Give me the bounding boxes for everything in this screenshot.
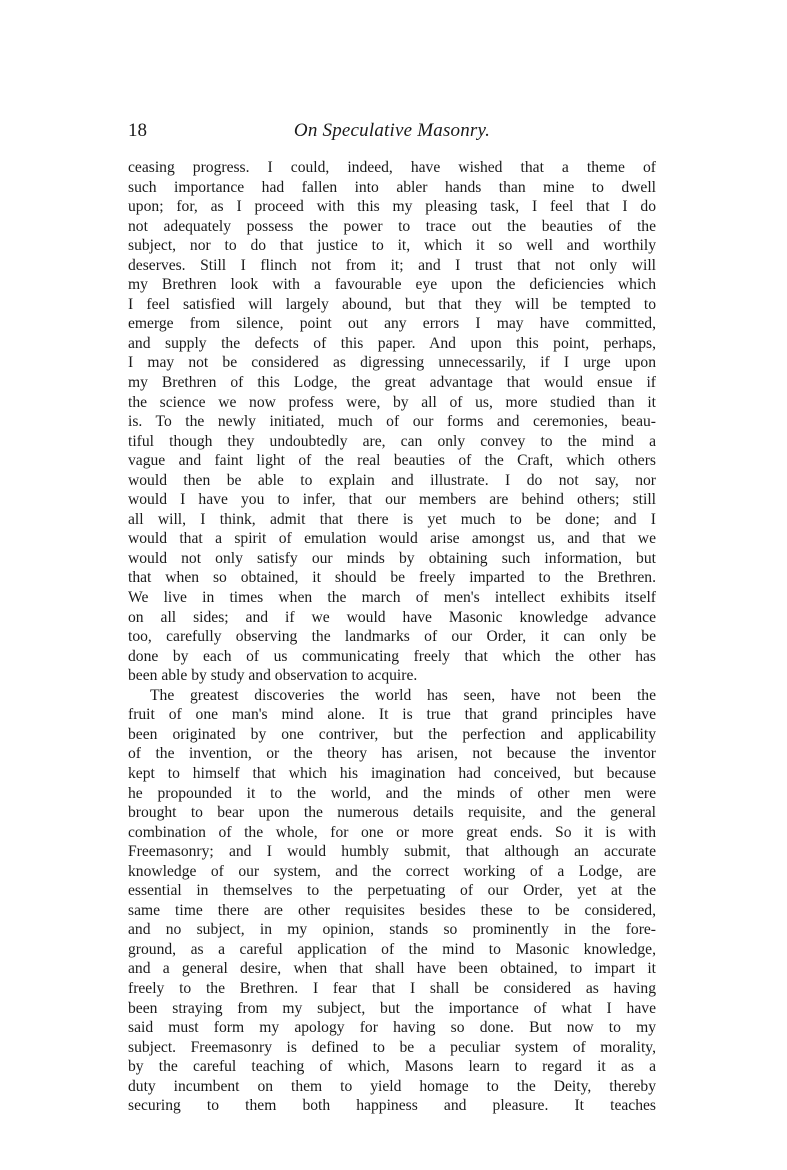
text-line: securing to them both happiness and pleasure. It teaches: [128, 1097, 656, 1115]
text-line: would then be able to explain and illustrate. I do not say, nor: [128, 471, 656, 489]
text-line: kept to himself that which his imagination had conceived, but because: [128, 764, 656, 782]
text-line: emerge from silence, point out any errors I may have committed,: [128, 315, 656, 333]
text-line: he propounded it to the world, and the minds of other men were: [128, 784, 656, 802]
text-line: fruit of one man's mind alone. It is true that grand principles have: [128, 706, 656, 724]
text-line: Freemasonry; and I would humbly submit, that although an accurate: [128, 843, 656, 861]
paragraph-start-line: The greatest discoveries the world has seen, have not been the: [150, 686, 656, 704]
text-line: all will, I think, admit that there is yet much to be done; and I: [128, 510, 656, 528]
text-line: my Brethren look with a favourable eye upon the deficiencies which: [128, 276, 656, 294]
page-number: 18: [128, 120, 147, 141]
text-line: on all sides; and if we would have Masonic knowledge advance: [128, 608, 656, 626]
text-line: the science we now profess were, by all of us, more studied than it: [128, 393, 656, 411]
text-line: too, carefully observing the landmarks of our Order, it can only be: [128, 628, 656, 646]
text-line: essential in themselves to the perpetuating of our Order, yet at the: [128, 882, 656, 900]
text-line: is. To the newly initiated, much of our forms and ceremonies, beau-: [128, 413, 656, 431]
text-line: subject, nor to do that justice to it, which it so well and worthily: [128, 237, 656, 255]
text-line: that when so obtained, it should be freely imparted to the Brethren.: [128, 569, 656, 587]
text-line: and a general desire, when that shall have been obtained, to impart it: [128, 960, 656, 978]
text-line: combination of the whole, for one or more great ends. So it is with: [128, 823, 656, 841]
text-line: my Brethren of this Lodge, the great advantage that would ensue if: [128, 374, 656, 392]
text-line: We live in times when the march of men's intellect exhibits itself: [128, 589, 656, 607]
text-line: by the careful teaching of which, Masons learn to regard it as a: [128, 1058, 656, 1076]
text-line: been originated by one contriver, but the perfection and applicability: [128, 725, 656, 743]
text-line: done by each of us communicating freely that which the other has: [128, 647, 656, 665]
text-line: brought to bear upon the numerous details requisite, and the general: [128, 804, 656, 822]
text-line: duty incumbent on them to yield homage to the Deity, thereby: [128, 1077, 656, 1095]
text-line: deserves. Still I flinch not from it; and I trust that not only will: [128, 256, 656, 274]
text-line: vague and faint light of the real beauties of the Craft, which others: [128, 452, 656, 470]
text-line: and no subject, in my opinion, stands so prominently in the fore-: [128, 921, 656, 939]
text-line: ground, as a careful application of the mind to Masonic knowledge,: [128, 940, 656, 958]
body-text: [128, 158, 656, 1116]
text-line: tiful though they undoubtedly are, can only convey to the mind a: [128, 432, 656, 450]
text-line: ceasing progress. I could, indeed, have wished that a theme of: [128, 159, 656, 176]
text-line: subject. Freemasonry is defined to be a peculiar system of morality,: [128, 1038, 656, 1056]
text-line: been straying from my subject, but the importance of what I have: [128, 999, 656, 1017]
running-title: On Speculative Masonry.: [293, 120, 491, 141]
paragraph-end-line: been able by study and observation to acquire.: [128, 667, 418, 685]
text-line: said must form my apology for having so done. But now to my: [128, 1019, 656, 1037]
text-line: I feel satisfied will largely abound, but that they will be tempted to: [128, 295, 656, 313]
text-line: of the invention, or the theory has arisen, not because the inventor: [128, 745, 656, 763]
text-line: upon; for, as I proceed with this my pleasing task, I feel that I do: [128, 198, 656, 216]
text-line: freely to the Brethren. I fear that I shall be considered as having: [128, 979, 656, 997]
text-line: not adequately possess the power to trace out the beauties of the: [128, 217, 656, 235]
text-line: would not only satisfy our minds by obtaining such information, but: [128, 549, 656, 567]
text-line: such importance had fallen into abler hands than mine to dwell: [128, 178, 656, 196]
text-line: would I have you to infer, that our members are behind others; still: [128, 491, 656, 509]
text-line: and supply the defects of this paper. And upon this point, perhaps,: [128, 334, 656, 352]
running-head: [128, 118, 656, 148]
text-line: would that a spirit of emulation would arise amongst us, and that we: [128, 530, 656, 548]
text-line: same time there are other requisites besides these to be considered,: [128, 901, 656, 919]
text-line: I may not be considered as digressing unnecessarily, if I urge upon: [128, 354, 656, 372]
text-line: knowledge of our system, and the correct working of a Lodge, are: [128, 862, 656, 880]
